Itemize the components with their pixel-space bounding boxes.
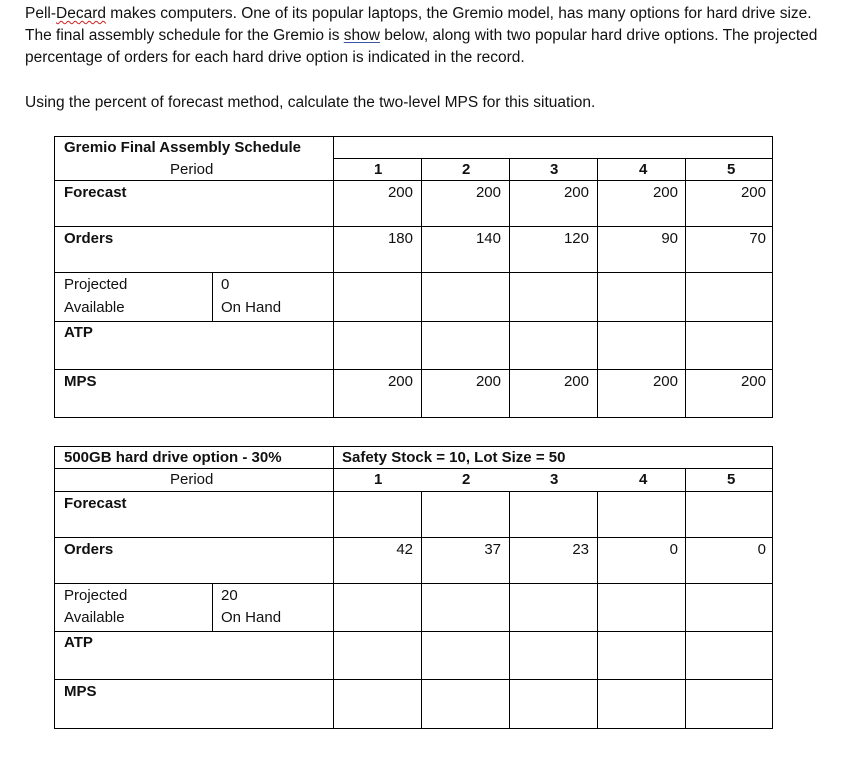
forecast-value: 200 — [740, 184, 766, 201]
period-header: 5 — [727, 161, 736, 178]
mps-value: 200 — [740, 373, 766, 390]
on-hand-label: On Hand — [221, 609, 282, 626]
period-header: 5 — [727, 471, 736, 488]
forecast-label: Forecast — [64, 184, 127, 201]
forecast-value: 200 — [652, 184, 678, 201]
forecast-label: Forecast — [64, 495, 127, 512]
statement-text: Pell- — [25, 5, 57, 22]
projected-label: Projected — [64, 276, 128, 293]
period-header: 2 — [462, 161, 471, 178]
orders-value: 120 — [563, 230, 589, 247]
available-label: Available — [64, 299, 125, 316]
mps-value: 200 — [563, 373, 589, 390]
orders-value: 90 — [661, 230, 678, 247]
period-label: Period — [170, 471, 214, 488]
grammar-flagged-word: show — [343, 27, 380, 44]
mps-label: MPS — [64, 683, 97, 700]
on-hand-value: 0 — [221, 276, 230, 293]
orders-value: 140 — [475, 230, 501, 247]
table-title: Gremio Final Assembly Schedule — [64, 139, 302, 156]
period-header: 1 — [374, 471, 383, 488]
atp-label: ATP — [64, 324, 93, 341]
orders-value: 42 — [396, 541, 413, 558]
orders-value: 0 — [757, 541, 766, 558]
instruction-text: Using the percent of forecast method, calculate the two-level MPS for this situation. — [25, 94, 596, 111]
period-header: 2 — [462, 471, 471, 488]
orders-value: 0 — [669, 541, 678, 558]
atp-label: ATP — [64, 634, 93, 651]
mps-value: 200 — [475, 373, 501, 390]
mps-value: 200 — [387, 373, 413, 390]
orders-label: Orders — [64, 230, 114, 247]
orders-value: 70 — [749, 230, 766, 247]
forecast-value: 200 — [563, 184, 589, 201]
table-title: 500GB hard drive option - 30% — [64, 449, 282, 466]
period-header: 3 — [550, 471, 559, 488]
period-header: 4 — [639, 161, 648, 178]
forecast-value: 200 — [387, 184, 413, 201]
gremio-final-assembly-table — [54, 136, 773, 418]
hard-drive-option-table — [54, 446, 773, 729]
period-label: Period — [170, 161, 214, 178]
statement-text: makes computers. One of its popular laptops, the Gremio model, has many options for hard drive size. The final assembly schedule for the Gremio is — [25, 5, 812, 44]
problem-statement — [25, 3, 825, 69]
on-hand-value: 20 — [221, 587, 238, 604]
misspelled-word: Decard — [56, 5, 106, 22]
forecast-value: 200 — [475, 184, 501, 201]
period-header: 4 — [639, 471, 648, 488]
statement-text: below, along with two popular hard drive options. The projected percentage of orders for each hard drive option is indicated in the record. — [25, 27, 818, 66]
safety-stock-note: Safety Stock = 10, Lot Size = 50 — [342, 449, 566, 466]
mps-label: MPS — [64, 373, 97, 390]
orders-value: 23 — [572, 541, 589, 558]
available-label: Available — [64, 609, 125, 626]
period-header: 1 — [374, 161, 383, 178]
period-header: 3 — [550, 161, 559, 178]
projected-label: Projected — [64, 587, 128, 604]
orders-value: 180 — [387, 230, 413, 247]
orders-value: 37 — [484, 541, 501, 558]
on-hand-label: On Hand — [221, 299, 282, 316]
orders-label: Orders — [64, 541, 114, 558]
mps-value: 200 — [652, 373, 678, 390]
